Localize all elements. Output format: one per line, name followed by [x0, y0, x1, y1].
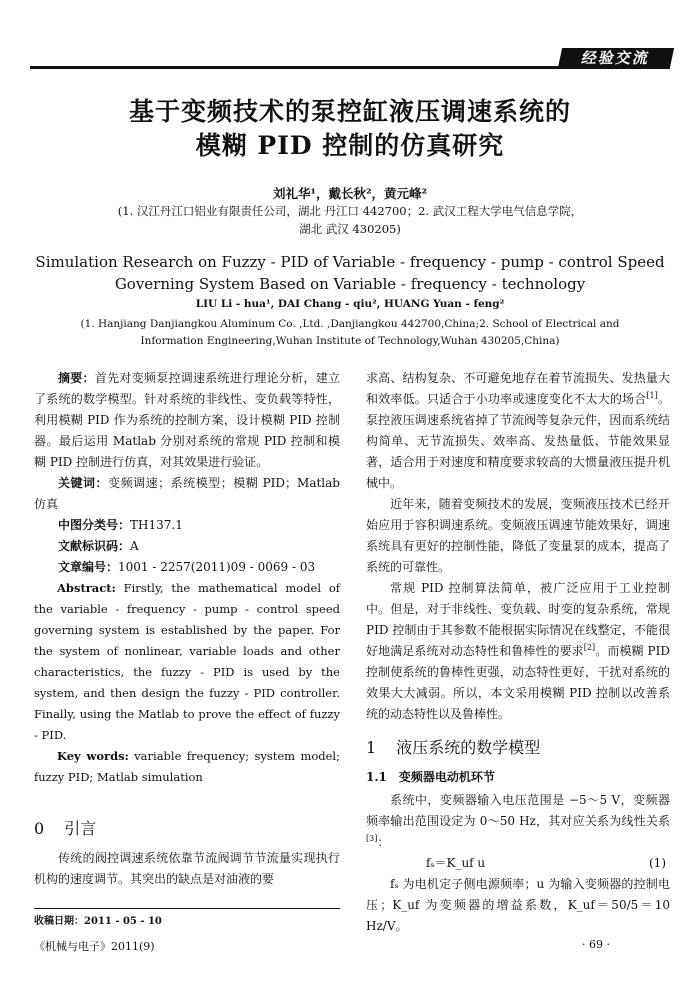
journal-name: 《机械与电子》2011(9) — [34, 940, 155, 953]
english-affiliation-line1: (1. Hanjiang Danjiangkou Aluminum Co. ,Ltd. ,Danjiangkou 442700,China;2. School of Electrical and — [80, 318, 620, 330]
authors: 刘礼华¹，戴长秋²，黄元峰² — [273, 186, 427, 201]
english-authors: LIU Li - hua¹, DAI Chang - qiu², HUANG Yuan - feng² — [195, 298, 505, 310]
affiliation — [80, 202, 620, 238]
article-number-label: 文章编号： — [58, 560, 119, 574]
equation-1-number: (1) — [649, 856, 666, 870]
received-date: 收稿日期：2011 - 05 - 10 — [34, 916, 162, 927]
section-1-title: 液压系统的数学模型 — [396, 738, 541, 757]
doc-code-label: 文献标识码： — [58, 539, 131, 553]
intro-paragraph-3 — [366, 578, 670, 725]
abstract-cn — [34, 368, 340, 473]
citation-3: [3] — [366, 834, 378, 843]
english-title-line1: Simulation Research on Fuzzy - PID of Variable - frequency - pump - control Speed — [35, 253, 665, 271]
section-0-title: 引言 — [64, 819, 97, 838]
english-title — [30, 251, 670, 295]
section-0-heading — [34, 818, 340, 840]
abstract-en — [34, 578, 340, 746]
equation-1 — [366, 853, 670, 874]
keywords-en-text: variable frequency; system model; fuzzy PID; Matlab simulation — [34, 749, 340, 784]
section-1-1-title: 变频器电动机环节 — [398, 770, 495, 784]
section-1-heading — [366, 737, 670, 759]
intro-paragraph-1 — [366, 368, 670, 494]
clc-label: 中图分类号： — [58, 518, 131, 532]
keywords-en-label: Key words: — [57, 749, 129, 763]
citation-2: [2] — [583, 643, 596, 652]
keywords-en — [34, 746, 340, 788]
intro-p3-text-a: 常规 PID 控制算法简单，被广泛应用于工业控制中。但是，对于非线性、变负载、时变的复杂系统，常规 PID 控制由于其参数不能根据实际情况在线整定，不能很好地满足系统对动态特性和鲁棒性的要求 — [366, 581, 670, 658]
left-column — [34, 368, 340, 890]
paper-title-line2: 模糊 PID 控制的仿真研究 — [195, 131, 505, 160]
intro-paragraph-2: 近年来，随着变频技术的发展，变频液压技术已经开始应用于容积调速系统。变频液压调速节能效果好，调速系统具有更好的控制性能，降低了变量泵的成本，提高了系统的可靠性。 — [366, 497, 670, 574]
paper-title-line1: 基于变频技术的泵控缸液压调速系统的 — [128, 97, 571, 126]
keywords-cn-label: 关键词： — [58, 476, 109, 490]
s11-p1-text-b: ： — [377, 835, 390, 849]
keywords-cn — [34, 473, 340, 515]
article-number-value: 1001 - 2257(2011)09 - 0069 - 03 — [118, 560, 316, 574]
section-1-1-heading — [366, 767, 670, 788]
right-column — [366, 368, 670, 937]
intro-paragraph-left: 传统的阀控调速系统依靠节流阀调节节流量实现执行机构的速度调节。其突出的缺点是对油液的要 — [34, 851, 340, 886]
clc-value: TH137.1 — [130, 518, 183, 532]
section-1-1-paragraph-2: fₛ 为电机定子侧电源频率；u 为输入变频器的控制电压；K_uf 为变频器的增益系数，K_uf＝50/5＝10 Hz/V。 — [366, 877, 670, 933]
article-number — [34, 557, 340, 578]
citation-1: [1] — [646, 391, 658, 400]
clc-number — [34, 515, 340, 536]
intro-p1-text-a: 求高、结构复杂、不可避免地存在着节流损失、发热量大和效率低。只适合于小功率或速度变化不太大的场合 — [366, 371, 670, 406]
footnote-rule — [34, 908, 340, 909]
page-number: · 69 · — [582, 938, 610, 951]
s11-p1-text-a: 系统中，变频器输入电压范围是 −5～5 V，变频器频率输出范围设定为 0～50 Hz，其对应关系为线性关系 — [366, 793, 670, 828]
section-1-number: 1 — [366, 738, 377, 757]
abstract-en-text: Firstly, the mathematical model of the variable - frequency - pump - control speed governing system is established by the paper. For the system of nonlinear, variable loads and other characteristics, the fuzzy - PID is used by the system, and then design the fuzzy - PID controller. Finally, using the Matlab to prove the effect of fuzzy - PID. — [34, 581, 340, 742]
abstract-cn-text: 首先对变频泵控调速系统进行理论分析，建立了系统的数学模型。针对系统的非线性、变负载等特性，利用模糊 PID 作为系统的控制方案，设计模糊 PID 控制器。最后运用 Matlab 分别对系统的常规 PID 控制和模糊 PID 控制进行仿真，对其效果进行验证。 — [34, 371, 340, 469]
doc-code — [34, 536, 340, 557]
intro-p1-text-b: 。泵控液压调速系统省掉了节流阀等复杂元件，因而系统结构简单、无节流损失、效率高、发热量低、节能效果显著，适合用于对速度和精度要求较高的大惯量液压提升机械中。 — [366, 392, 670, 490]
keywords-cn-text: 变频调速；系统模型；模糊 PID；Matlab 仿真 — [34, 476, 340, 511]
equation-1-body: fₛ＝K_uf u — [426, 856, 486, 870]
doc-code-value: A — [130, 539, 139, 553]
section-1-1-number: 1.1 — [366, 770, 387, 784]
affiliation-line2: 湖北 武汉 430205) — [299, 222, 401, 236]
english-affiliation-line2: Information Engineering,Wuhan Institute of Technology,Wuhan 430205,China) — [140, 335, 560, 347]
section-0-number: 0 — [34, 819, 45, 838]
section-tag: 经验交流 — [558, 48, 674, 68]
english-affiliation — [70, 316, 630, 350]
english-title-line2: Governing System Based on Variable - frequency - technology — [114, 275, 586, 293]
abstract-en-label: Abstract: — [57, 581, 116, 595]
section-1-1-paragraph-1 — [366, 790, 670, 853]
affiliation-line1: (1. 汉江丹江口铝业有限责任公司，湖北 丹江口 442700；2. 武汉工程大学电气信息学院， — [117, 204, 583, 218]
abstract-cn-label: 摘要： — [58, 371, 95, 385]
intro-p3-text-b: 。而模糊 PID 控制使系统的鲁棒性更强，动态特性更好，干扰对系统的效果大大减弱。所以，本文采用模糊 PID 控制以改善系统的动态特性以及鲁棒性。 — [366, 644, 670, 721]
